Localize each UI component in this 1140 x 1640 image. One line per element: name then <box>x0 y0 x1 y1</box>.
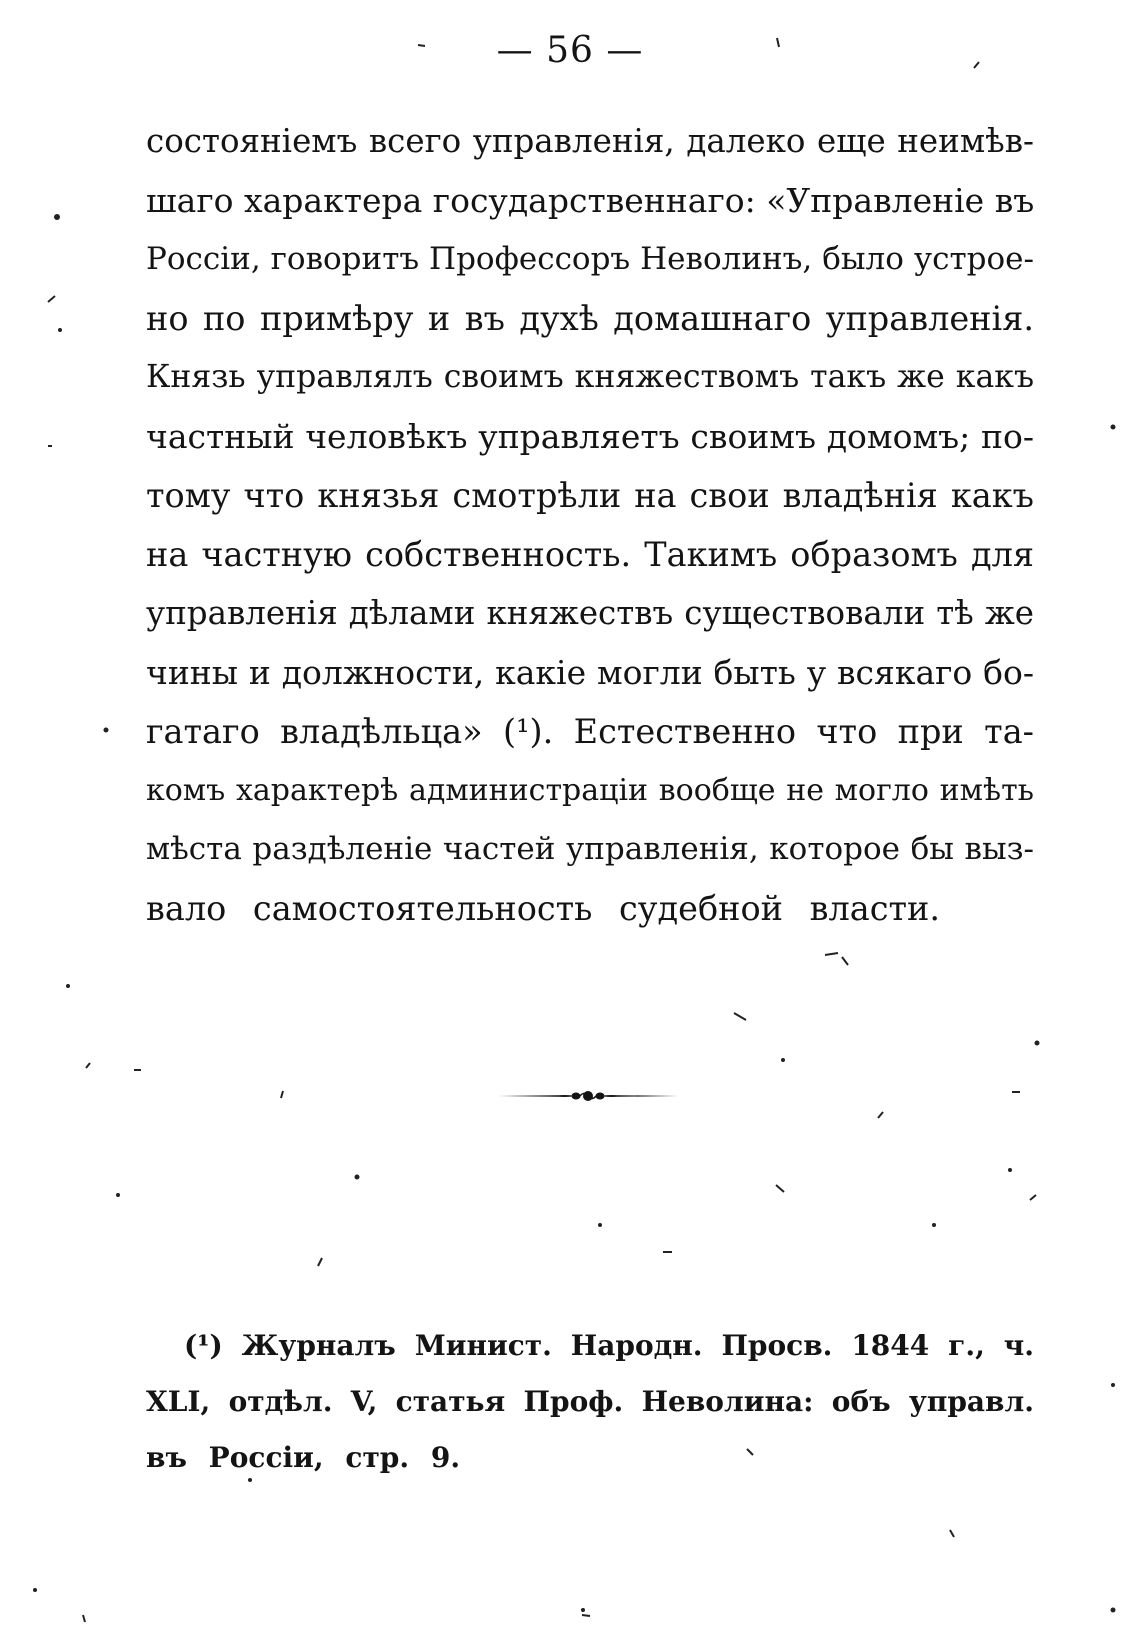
text-line: чины и должности, какіе могли быть у всякаго бо- <box>146 653 1034 692</box>
footnote-line: XLI, отдѣл. V, статья Проф. Неволина: объ управл. <box>146 1385 1034 1418</box>
footnote-line: (¹) Журналъ Минист. Народн. Просв. 1844 г., ч. <box>184 1329 1034 1362</box>
text-line: гатаго владѣльца» (¹). Естественно что при та- <box>146 712 1034 751</box>
ornament-divider <box>496 1086 680 1106</box>
text-line: вало самостоятельность судебной власти. <box>146 889 940 928</box>
footnote-line: въ Россіи, стр. 9. <box>146 1441 461 1474</box>
text-line: управленія дѣлами княжествъ существовали тѣ же <box>146 594 1034 632</box>
page-number: — 56 — <box>496 30 644 71</box>
main-paragraph <box>146 112 1034 938</box>
text-line: но по примѣру и въ духѣ домашнаго управленія. <box>146 299 1034 338</box>
text-line: на частную собственность. Такимъ образомъ для <box>146 535 1034 574</box>
text-line: Князь управлялъ своимъ княжествомъ такъ же какъ <box>146 359 1034 395</box>
text-line: шаго характера государственнаго: «Управленіе въ <box>146 181 1035 220</box>
text-line: комъ характерѣ администраціи вообще не могло имѣть <box>146 773 1034 808</box>
footnote <box>146 1318 1034 1486</box>
text-line: частный человѣкъ управляетъ своимъ домомъ; по- <box>146 417 1034 456</box>
text-line: состояніемъ всего управленія, далеко еще неимѣв- <box>146 122 1034 160</box>
text-line: тому что князья смотрѣли на свои владѣнія какъ <box>146 476 1034 515</box>
text-line: мѣста раздѣленіе частей управленія, которое бы выз- <box>146 831 1034 867</box>
text-line: Россіи, говоритъ Профессоръ Неволинъ, было устрое- <box>146 241 1034 277</box>
